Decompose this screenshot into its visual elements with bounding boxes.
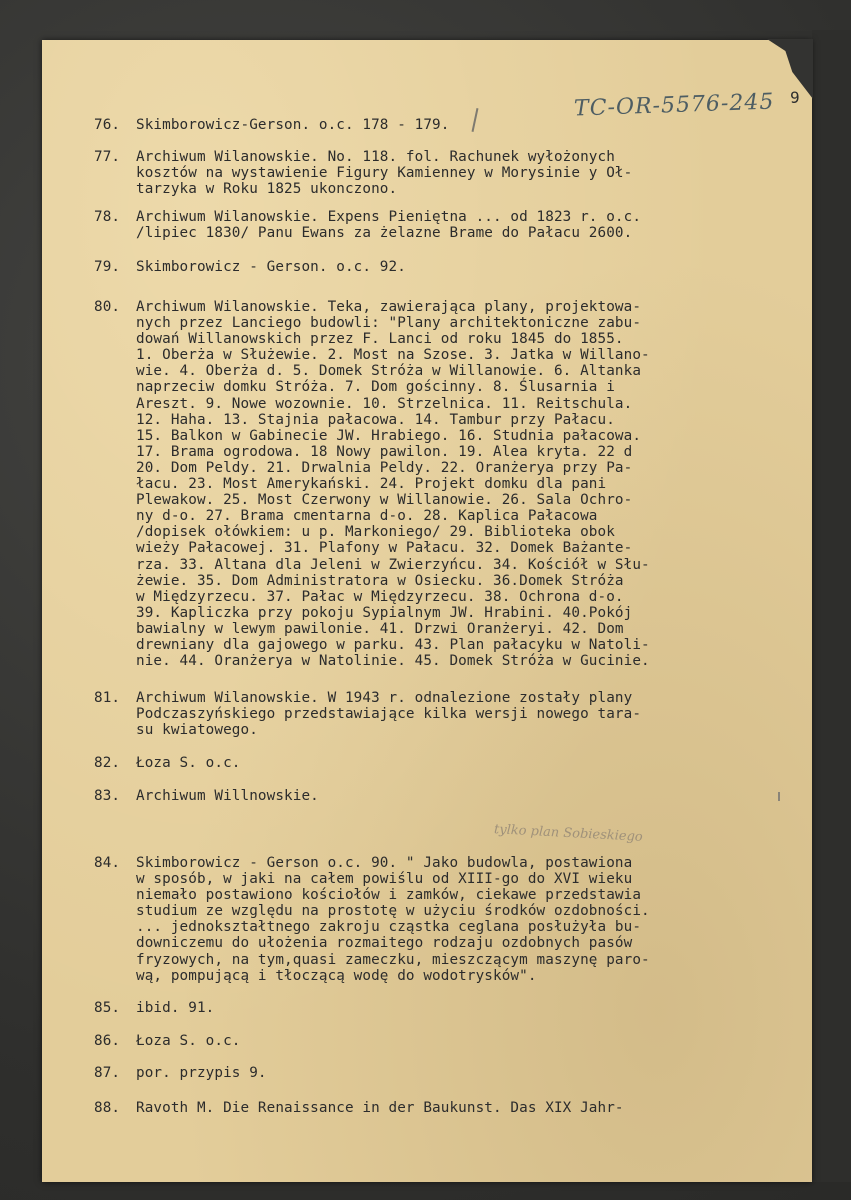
footnote-line: w sposób, w jaki na całem powiślu od XIII-go do XVI wieku (136, 871, 633, 888)
footnote-number: 86. (94, 1033, 121, 1049)
footnote-line: 1. Oberża w Służewie. 2. Most na Szose. 3. Jatka w Willano- (136, 347, 650, 364)
footnote-line: żewie. 35. Dom Administratora w Osiecku. 36.Domek Stróża (136, 572, 624, 589)
footnote-number: 88. (94, 1100, 121, 1116)
footnote-number: 79. (94, 259, 121, 275)
footnote-line: Skimborowicz - Gerson. o.c. 92. (136, 259, 406, 275)
footnote-line: nych przez Lanciego budowli: "Plany architektoniczne zabu- (136, 315, 642, 332)
footnote-line: downiczemu do ułożenia rozmaitego rodzaju ozdobnych pasów (136, 935, 633, 952)
footnote-line: 20. Dom Peldy. 21. Drwalnia Peldy. 22. Oranżerya przy Pa- (136, 459, 633, 476)
footnote-line: nie. 44. Oranżerya w Natolinie. 45. Domek Stróża w Gucinie. (136, 653, 650, 670)
footnote-line: fryzowych, na tym,quasi zameczku, mieszczącym maszynę paro- (136, 951, 650, 968)
footnote-line: Skimborowicz - Gerson o.c. 90. " Jako budowla, postawiona (136, 855, 633, 871)
footnote-number: 83. (94, 788, 121, 804)
footnote-78 (94, 209, 808, 242)
footnote-number: 77. (94, 149, 121, 165)
footnote-88 (94, 1100, 808, 1116)
footnote-line: por. przypis 9. (136, 1065, 267, 1081)
footnote-86 (94, 1033, 808, 1049)
footnote-line: ibid. 91. (136, 1000, 215, 1016)
background-strip (812, 30, 851, 1182)
footnote-line: naprzeciw domku Stróża. 7. Dom gościnny. 8. Ślusarnia i (136, 379, 615, 396)
footnote-line: Łoza S. o.c. (136, 755, 241, 771)
footnotes-list (42, 40, 812, 1182)
footnote-line: Archiwum Wilanowskie. No. 118. fol. Rachunek wyłożonych (136, 149, 615, 165)
footnote-line: studium ze względu na prostotę w użyciu środków ozdobności. (136, 903, 650, 920)
footnote-line: Archiwum Wilanowskie. Expens Pieniętna ... od 1823 r. o.c. (136, 209, 642, 225)
footnote-82 (94, 755, 808, 771)
footnote-line: Łoza S. o.c. (136, 1033, 241, 1049)
footnote-line: wą, pompującą i tłoczącą wodę do wodotrysków". (136, 967, 537, 984)
footnote-line: Skimborowicz-Gerson. o.c. 178 - 179. (136, 117, 450, 133)
footnote-line: wie. 4. Oberża d. 5. Domek Stróża w Willanowie. 6. Altanka (136, 363, 642, 380)
footnote-line: Podczaszyńskiego przedstawiające kilka wersji nowego tara- (136, 706, 642, 723)
footnote-line: tarzyka w Roku 1825 ukonczono. (136, 181, 398, 198)
footnote-79 (94, 259, 808, 275)
footnote-line: Archiwum Wilanowskie. W 1943 r. odnalezione zostały plany (136, 690, 633, 706)
footnote-line: niemało postawiono kościołów i zamków, ciekawe przedstawia (136, 887, 642, 904)
footnote-number: 76. (94, 117, 121, 133)
footnote-line: /lipiec 1830/ Panu Ewans za żelazne Brame do Pałacu 2600. (136, 225, 633, 242)
footnote-76 (94, 117, 808, 133)
footnote-number: 84. (94, 855, 121, 871)
footnote-line: wieży Pałacowej. 31. Plafony w Pałacu. 32. Domek Bażante- (136, 540, 633, 557)
footnote-line: kosztów na wystawienie Figury Kamienney w Morysinie y Oł- (136, 165, 633, 182)
footnote-line: Archiwum Wilanowskie. Teka, zawierająca plany, projektowa- (136, 299, 642, 315)
document-page (42, 40, 812, 1182)
footnote-number: 80. (94, 299, 121, 315)
footnote-line: dowań Willanowskich przez F. Lanci od roku 1845 do 1855. (136, 331, 624, 348)
footnote-line: 17. Brama ogrodowa. 18 Nowy pawilon. 19. Alea kryta. 22 d (136, 443, 633, 460)
footnote-line: łacu. 23. Most Amerykański. 24. Projekt domku dla pani (136, 476, 607, 493)
footnote-line: 39. Kapliczka przy pokoju Sypialnym JW. Hrabini. 40.Pokój (136, 604, 633, 621)
footnote-line: su kwiatowego. (136, 722, 258, 739)
footnote-line: Archiwum Willnowskie. (136, 788, 319, 804)
footnote-line: Plewakow. 25. Most Czerwony w Willanowie. 26. Sala Ochro- (136, 492, 633, 509)
footnote-line: 12. Haha. 13. Stajnia pałacowa. 14. Tambur przy Pałacu. (136, 411, 615, 428)
footnote-81 (94, 690, 808, 739)
footnote-line: ... jednokształtnego zakroju cząstka ceglana posłużyła bu- (136, 919, 642, 936)
footnote-number: 85. (94, 1000, 121, 1016)
footnote-line: bawialny w lewym pawilonie. 41. Drzwi Oranżeryi. 42. Dom (136, 620, 624, 637)
pencil-annotation: tylko plan Sobieskiego (493, 822, 644, 845)
footnote-number: 87. (94, 1065, 121, 1081)
footnote-87 (94, 1065, 808, 1081)
footnote-line: Areszt. 9. Nowe wozownie. 10. Strzelnica. 11. Reitschula. (136, 395, 633, 412)
footnote-line: Ravoth M. Die Renaissance in der Baukunst. Das XIX Jahr- (136, 1100, 624, 1116)
footnote-line: /dopisek ołówkiem: u p. Markoniego/ 29. Biblioteka obok (136, 524, 615, 541)
footnote-85 (94, 1000, 808, 1016)
footnote-line: rza. 33. Altana dla Jeleni w Zwierzyńcu. 34. Kościół w Słu- (136, 556, 650, 573)
archive-signature: TC-OR-5576-245 (573, 89, 775, 122)
footnote-line: drewniany dla gajowego w parku. 43. Plan pałacyku w Natoli- (136, 636, 650, 653)
footnote-77 (94, 149, 808, 198)
footnote-83 (94, 788, 808, 804)
footnote-number: 82. (94, 755, 121, 771)
footnote-84 (94, 855, 808, 984)
footnote-line: 15. Balkon w Gabinecie JW. Hrabiego. 16. Studnia pałacowa. (136, 427, 642, 444)
footnote-number: 78. (94, 209, 121, 225)
footnote-line: ny d-o. 27. Brama cmentarna d-o. 28. Kaplica Pałacowa (136, 508, 598, 525)
footnote-80 (94, 299, 808, 670)
footnote-number: 81. (94, 690, 121, 706)
page-number: 9 (790, 88, 800, 107)
footnote-line: w Międzyrzecu. 37. Pałac w Międzyrzecu. 38. Ochrona d-o. (136, 588, 624, 605)
